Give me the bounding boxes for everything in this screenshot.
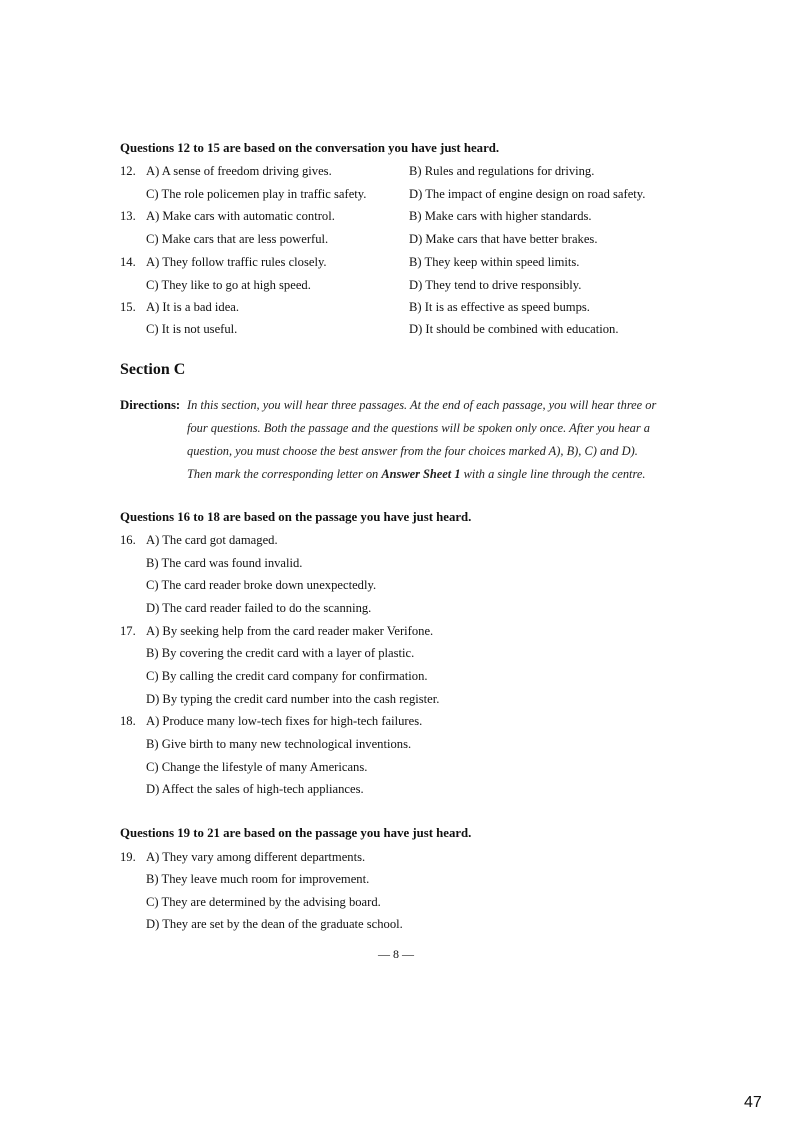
directions-line-3: question, you must choose the best answer from the four choices marked A), B), C) and D).: [187, 444, 638, 458]
option-d: D) Affect the sales of high-tech appliances.: [146, 782, 364, 796]
questions-19-21-heading: Questions 19 to 21 are based on the passage you have just heard.: [120, 826, 472, 840]
question-number: 14.: [120, 255, 136, 269]
directions-label: Directions:: [120, 398, 181, 412]
question-number: 12.: [120, 164, 136, 178]
option-b: B) It is as effective as speed bumps.: [409, 300, 590, 314]
option-b: B) Give birth to many new technological inventions.: [146, 737, 412, 751]
option-b: B) They keep within speed limits.: [409, 255, 580, 269]
option-b: B) Rules and regulations for driving.: [409, 164, 595, 178]
option-a: A) The card got damaged.: [146, 533, 278, 547]
questions-12-15-heading: Questions 12 to 15 are based on the conversation you have just heard.: [120, 141, 500, 155]
question-number: 17.: [120, 624, 136, 638]
directions-line-4: Then mark the corresponding letter on Answer Sheet 1 with a single line through the centre.: [187, 467, 646, 481]
option-c: C) It is not useful.: [146, 322, 238, 336]
option-b: B) By covering the credit card with a layer of plastic.: [146, 646, 415, 660]
section-c-title: Section C: [120, 361, 186, 378]
option-c: C) Make cars that are less powerful.: [146, 232, 329, 246]
option-d: D) They are set by the dean of the graduate school.: [146, 917, 403, 931]
option-a: A) Make cars with automatic control.: [146, 209, 335, 223]
option-c: C) Change the lifestyle of many Americans.: [146, 760, 368, 774]
corner-page-number: 47: [744, 1094, 762, 1111]
question-number: 15.: [120, 300, 136, 314]
option-d: D) The card reader failed to do the scanning.: [146, 601, 372, 615]
question-number: 18.: [120, 714, 136, 728]
option-a: A) A sense of freedom driving gives.: [146, 164, 332, 178]
directions-line-1: In this section, you will hear three passages. At the end of each passage, you will hear three or: [187, 398, 657, 412]
option-c: C) They are determined by the advising board.: [146, 895, 381, 909]
option-d: D) By typing the credit card number into the cash register.: [146, 692, 440, 706]
answer-sheet-ref: Answer Sheet 1: [381, 467, 461, 481]
option-a: A) They vary among different departments.: [146, 850, 366, 864]
option-d: D) It should be combined with education.: [409, 322, 619, 336]
question-number: 19.: [120, 850, 136, 864]
option-d: D) The impact of engine design on road safety.: [409, 187, 646, 201]
question-number: 16.: [120, 533, 136, 547]
option-b: B) Make cars with higher standards.: [409, 209, 592, 223]
option-d: D) Make cars that have better brakes.: [409, 232, 598, 246]
option-b: B) They leave much room for improvement.: [146, 872, 370, 886]
page-label: — 8 —: [378, 947, 414, 961]
option-a: A) They follow traffic rules closely.: [146, 255, 327, 269]
question-number: 13.: [120, 209, 136, 223]
option-a: A) By seeking help from the card reader maker Verifone.: [146, 624, 434, 638]
option-a: A) Produce many low-tech fixes for high-tech failures.: [146, 714, 423, 728]
option-c: C) The role policemen play in traffic safety.: [146, 187, 367, 201]
option-c: C) They like to go at high speed.: [146, 278, 311, 292]
questions-16-18-heading: Questions 16 to 18 are based on the passage you have just heard.: [120, 510, 472, 524]
option-c: C) By calling the credit card company for confirmation.: [146, 669, 428, 683]
directions-line-2: four questions. Both the passage and the questions will be spoken only once. After you hear a: [187, 421, 650, 435]
option-c: C) The card reader broke down unexpectedly.: [146, 578, 377, 592]
option-b: B) The card was found invalid.: [146, 556, 303, 570]
option-d: D) They tend to drive responsibly.: [409, 278, 582, 292]
option-a: A) It is a bad idea.: [146, 300, 240, 314]
